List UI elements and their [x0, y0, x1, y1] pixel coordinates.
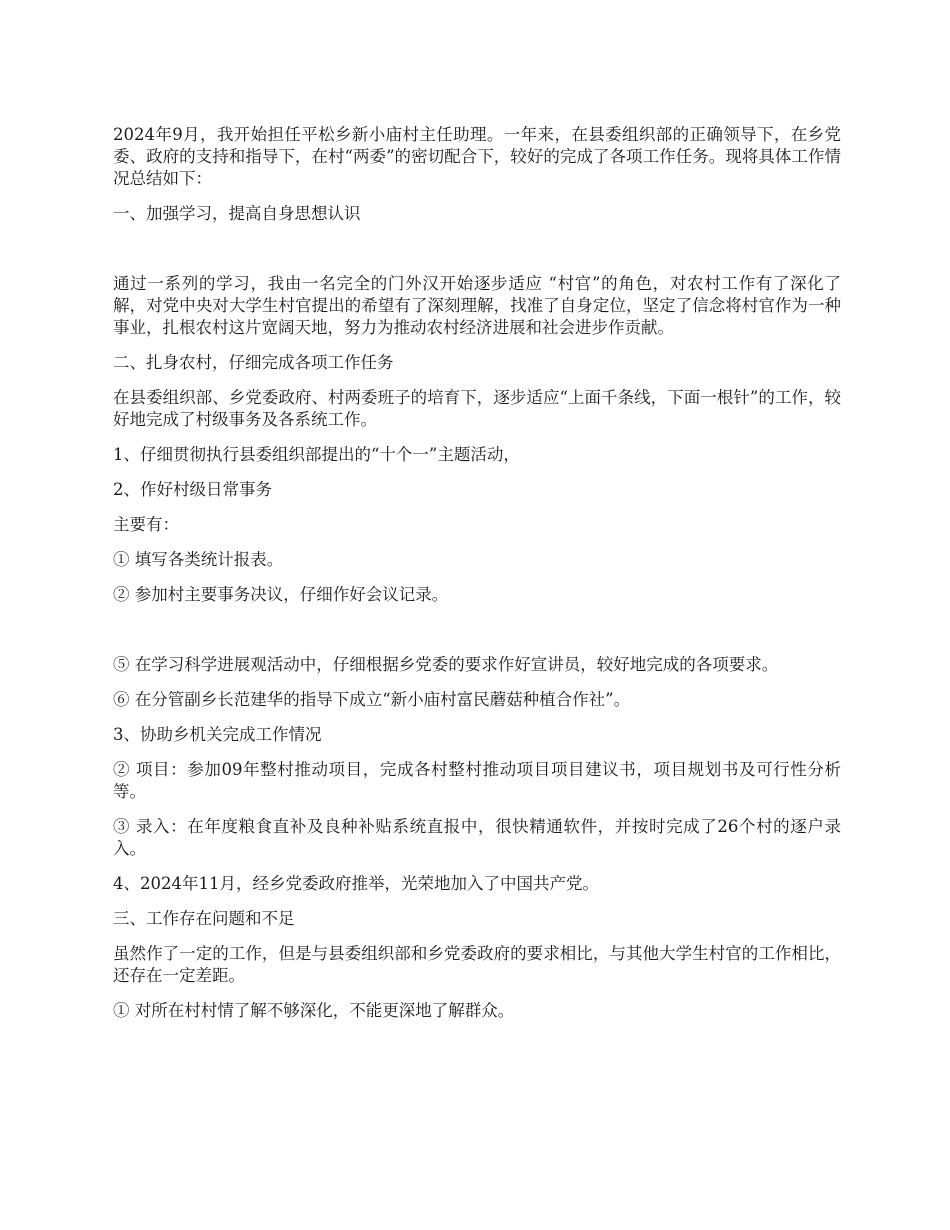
section-heading-1: 一、加强学习，提高自身思想认识: [113, 204, 361, 223]
paragraph-tasks: 在县委组织部、乡党委政府、村两委班子的培育下，逐步适应“上面千条线，下面一根针”的工作，较好地完成了村级事务及各系统工作。: [113, 388, 841, 429]
list-item-2: 2、作好村级日常事务: [113, 480, 272, 499]
list-item-circled-5: ⑤ 在学习科学进展观活动中，仔细根据乡党委的要求作好宣讲员，较好地完成的各项要求。: [113, 655, 779, 674]
section-heading-2: 二、扎身农村，仔细完成各项工作任务: [113, 353, 394, 372]
list-item-circled-1: ① 填写各类统计报表。: [113, 550, 284, 569]
section-heading-3: 三、工作存在问题和不足: [113, 909, 295, 928]
list-item-project: ② 项目：参加09年整村推动项目，完成各村整村推动项目项目建议书，项目规划书及可行性分析等。: [113, 760, 841, 801]
list-item-circled-6: ⑥ 在分管副乡长范建华的指导下成立“新小庙村富民蘑菇种植合作社”。: [113, 690, 631, 709]
paragraph-main: 主要有：: [113, 515, 179, 534]
document-body: [113, 124, 841, 1035]
list-item-1: 1、仔细贯彻执行县委组织部提出的“十个一”主题活动，: [113, 445, 520, 464]
paragraph-study: 通过一系列的学习，我由一名完全的门外汉开始逐步适应 “村官”的角色，对农村工作有了深化了解，对党中央对大学生村官提出的希望有了深刻理解，找准了自身定位，坚定了信念将村官作为一种事业，扎根农村这片宽阔天地，努力为推动农村经济进展和社会进步作贡献。: [113, 274, 841, 337]
list-item-circled-2: ② 参加村主要事务决议，仔细作好会议记录。: [113, 585, 449, 604]
list-item-3: 3、协助乡机关完成工作情况: [113, 725, 322, 744]
paragraph-problems: 虽然作了一定的工作，但是与县委组织部和乡党委政府的要求相比，与其他大学生村官的工作相比，还存在一定差距。: [113, 944, 841, 985]
list-item-entry: ③ 录入：在年度粮食直补及良种补贴系统直报中，很快精通软件，并按时完成了26个村的逐户录入。: [113, 817, 841, 858]
list-item-4: 4、2024年11月，经乡党委政府推举，光荣地加入了中国共产党。: [113, 874, 599, 893]
paragraph-intro: 2024年9月，我开始担任平松乡新小庙村主任助理。一年来，在县委组织部的正确领导下，在乡党委、政府的支持和指导下，在村“两委”的密切配合下，较好的完成了各项工作任务。现将具体工作情况总结如下：: [113, 125, 841, 188]
list-item-problem-1: ① 对所在村村情了解不够深化，不能更深地了解群众。: [113, 1001, 515, 1020]
